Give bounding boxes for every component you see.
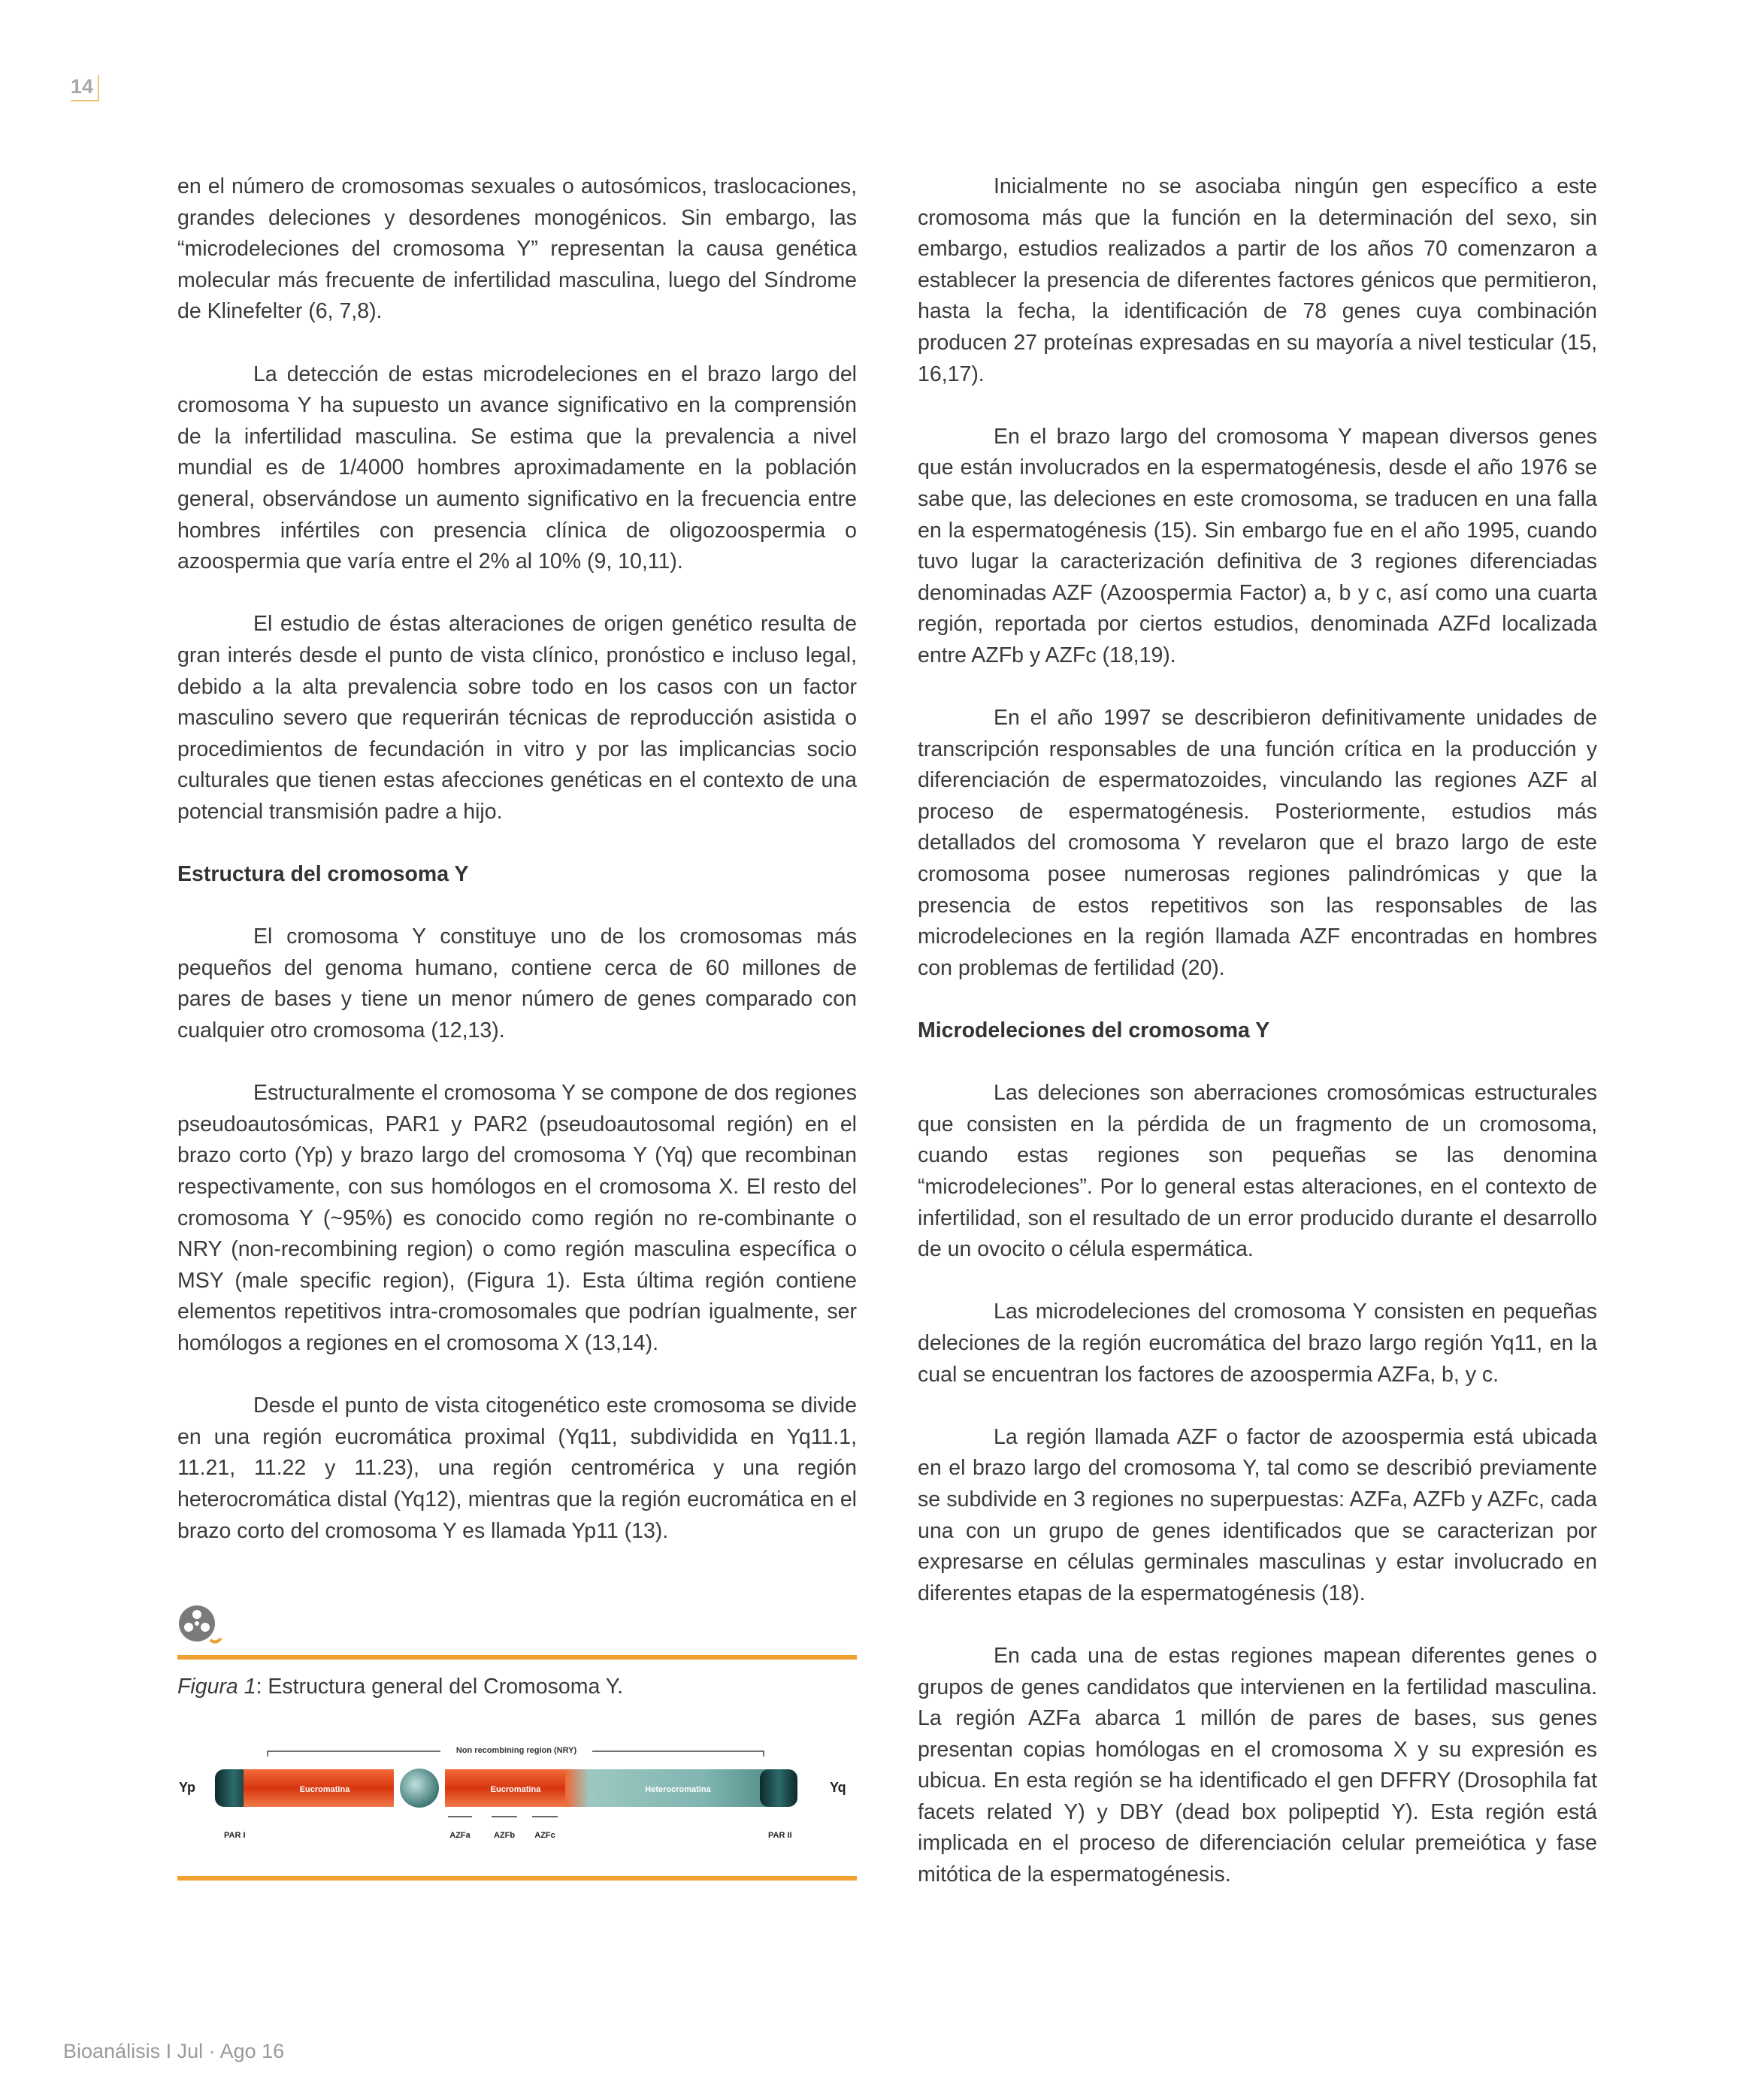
paragraph: El estudio de éstas alteraciones de origen genético resulta de gran interés desde el punto de vista clínico, pronóstico e incluso legal, debido a la alta prevalencia sobre todo en los casos con un factor masculino severo que requerirán técnicas de reproducción asistida o procedimientos de fecundación in vitro y por las implicancias socio culturales que tienen estas afecciones genéticas en el contexto de una potencial transmisión padre a hijo.: [177, 612, 857, 824]
film-reel-icon: [177, 1604, 222, 1649]
yp-label: Yp: [179, 1780, 196, 1795]
paragraph: La región llamada AZF o factor de azoospermia está ubicada en el brazo largo del cromosoma Y, tal como se describió previamente se subdivide en 3 regiones no superpuestas: AZFa, AZFb y AZFc, cada una con un grupo de genes identificados que se caracterizan por expresarse en células germinales masculinas y estar involucrado en diferentes etapas de la espermatogénesis (18).: [918, 1424, 1597, 1605]
centromere: [400, 1769, 439, 1808]
section-heading: Microdeleciones del cromosoma Y: [918, 1018, 1270, 1043]
paragraph: El cromosoma Y constituye uno de los cromosomas más pequeños del genoma humano, contiene cerca de 60 millones de pares de bases y tiene un menor número de genes comparado con cualquier otro cromosoma (12,13).: [177, 924, 857, 1043]
paragraph: Las deleciones son aberraciones cromosómicas estructurales que consisten en la pérdida de un fragmento de un cromosoma, cuando estas regiones son pequeñas se las denomina “microdeleciones”. Por lo general estas alteraciones, en el contexto de infertilidad, son el resultado de un error producido durante el desarrollo de un ovocito o célula espermática.: [918, 1081, 1597, 1262]
figure-bottom-rule: [177, 1876, 857, 1881]
nry-label: Non recombining region (NRY): [455, 1746, 577, 1755]
paragraph: Estructuralmente el cromosoma Y se compone de dos regiones pseudoautosómicas, PAR1 y PAR2 (pseudoautosomal región) en el brazo corto (Yp) y brazo largo del cromosoma Y (Yq) que recombinan respectivamente, con sus homólogos en el cromosoma X. El resto del cromosoma Y (~95%) es conocido como región no re-combinante o NRY (non-recombining region) o como región masculina específica o MSY (male specific region), (Figura 1). Esta última región contiene elementos repetitivos intra-cromosomales que podrían igualmente, ser homólogos a regiones en el cromosoma X (13,14).: [177, 1081, 857, 1355]
figure-caption: [177, 1675, 623, 1699]
yq-label: Yq: [830, 1780, 846, 1795]
heterocromatina-label: Heterocromatina: [645, 1785, 711, 1794]
page-footer: Bioanálisis I Jul · Ago 16: [63, 2040, 285, 2062]
par2-label: PAR II: [768, 1831, 792, 1840]
azfc-label: AZFc: [534, 1831, 555, 1840]
left-column: [177, 171, 857, 1547]
paragraph: en el número de cromosomas sexuales o autosómicos, traslocaciones, grandes deleciones y desordenes monogénicos. Sin embargo, las “microdeleciones del cromosoma Y” representan la causa genética molecular más frecuente de infertilidad masculina, luego del Síndrome de Klinefelter (6, 7,8).: [177, 174, 857, 324]
figure-caption-text: : Estructura general del Cromosoma Y.: [256, 1675, 624, 1699]
page-number: 14: [71, 75, 99, 101]
par2-band: [760, 1769, 797, 1807]
paragraph: En cada una de estas regiones mapean diferentes genes o grupos de genes candidatos que intervienen en la fertilidad masculina. La región AZFa abarca 1 millón de pares de bases, sus genes presentan copias homólogas en el cromosoma X y su expresión es ubicua. En esta región se ha identificado el gen DFFRY (Drosophila fat facets related Y) y DBY (dead box polipeptid Y). Esta región está implicada en el proceso de diferenciación celular premeiótica y fase mitótica de la espermatogénesis.: [918, 1643, 1597, 1887]
right-column: [918, 171, 1597, 1891]
figure-top-rule: [177, 1655, 857, 1660]
paragraph: Las microdeleciones del cromosoma Y consisten en pequeñas deleciones de la región eucromática del brazo largo región Yq11, en la cual se encuentran los factores de azoospermia AZFa, b, y c.: [918, 1300, 1597, 1387]
eucromatina-label-2: Eucromatina: [490, 1785, 541, 1794]
azfa-label: AZFa: [449, 1831, 471, 1840]
chromosome-y-diagram: [177, 1730, 857, 1858]
figure-caption-label: Figura 1: [177, 1675, 256, 1699]
paragraph: Desde el punto de vista citogenético este cromosoma se divide en una región eucromática proximal (Yq11, subdividida en Yq11.1, 11.21, 11.22 y 11.23), una región centromérica y una región heterocromática distal (Yq12), mientras que la región eucromática en el brazo corto del cromosoma Y es llamada Yp11 (13).: [177, 1393, 857, 1543]
paragraph: En el año 1997 se describieron definitivamente unidades de transcripción responsables de una función crítica en la producción y diferenciación de espermatozoides, vinculando las regiones AZF al proceso de espermatogénesis. Posteriormente, estudios más detallados del cromosoma Y revelaron que el brazo largo de este cromosoma posee numerosas regiones palindrómicas y que la presencia de estos repetitivos son las responsables de las microdeleciones en la región llamada AZF encontradas en hombres con problemas de fertilidad (20).: [918, 706, 1597, 980]
eucromatina-label-1: Eucromatina: [299, 1785, 350, 1794]
paragraph: En el brazo largo del cromosoma Y mapean diversos genes que están involucrados en la espermatogénesis, desde el año 1976 se sabe que, las deleciones en este cromosoma, se traducen en una falla en la espermatogénesis (15). Sin embargo fue en el año 1995, cuando tuvo lugar la caracterización definitiva de 3 regiones diferenciadas denominadas AZF (Azoospermia Factor) a, b y c, así como una cuarta región, reportada por ciertos estudios, denominada AZFd localizada entre AZFb y AZFc (18,19).: [918, 424, 1597, 667]
paragraph: La detección de estas microdeleciones en el brazo largo del cromosoma Y ha supuesto un avance significativo en la comprensión de la infertilidad masculina. Se estima que la prevalencia a nivel mundial es de 1/4000 hombres aproximadamente en la población general, observándose un aumento significativo en la frecuencia entre hombres infértiles con presencia clínica de oligozoospermia o azoospermia que varía entre el 2% al 10% (9, 10,11).: [177, 362, 857, 574]
section-heading: Estructura del cromosoma Y: [177, 862, 469, 887]
par1-label: PAR I: [224, 1831, 246, 1840]
azfb-label: AZFb: [493, 1831, 516, 1840]
paragraph: Inicialmente no se asociaba ningún gen específico a este cromosoma más que la función en la determinación del sexo, sin embargo, estudios realizados a partir de los años 70 comenzaron a establecer la presencia de diferentes factores génicos que permitieron, hasta la fecha, la identificación de 78 genes cuya combinación producen 27 proteínas expresadas en su mayoría a nivel testicular (15, 16,17).: [918, 174, 1597, 386]
